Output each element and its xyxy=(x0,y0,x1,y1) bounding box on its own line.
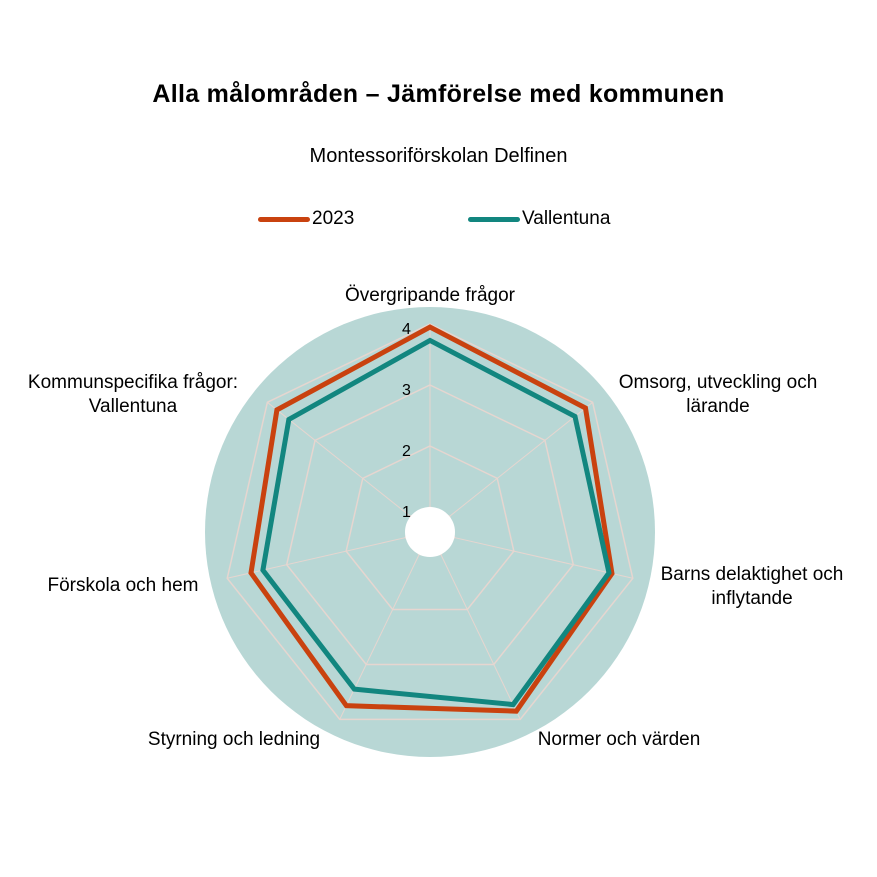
legend-label-vallentuna: Vallentuna xyxy=(522,208,611,229)
tick-label-1: 1 xyxy=(402,504,411,521)
category-label-3: Normer och värden xyxy=(537,729,701,750)
chart-title: Alla målområden – Jämförelse med kommunen xyxy=(152,80,725,108)
tick-label-3: 3 xyxy=(402,382,411,399)
category-label-2: Barns delaktighet och inflytande xyxy=(660,564,844,609)
tick-label-2: 2 xyxy=(402,443,411,460)
center-hole xyxy=(405,507,455,557)
category-label-5: Förskola och hem xyxy=(47,575,199,596)
category-label-6: Kommunspecifika frågor: Vallentuna xyxy=(27,372,239,417)
category-label-1: Omsorg, utveckling och lärande xyxy=(618,372,818,417)
tick-label-4: 4 xyxy=(402,321,411,338)
category-label-0: Övergripande frågor xyxy=(344,285,516,306)
chart-subtitle: Montessoriförskolan Delfinen xyxy=(309,145,568,167)
legend-label-2023: 2023 xyxy=(312,208,355,229)
category-label-4: Styrning och ledning xyxy=(147,729,321,750)
